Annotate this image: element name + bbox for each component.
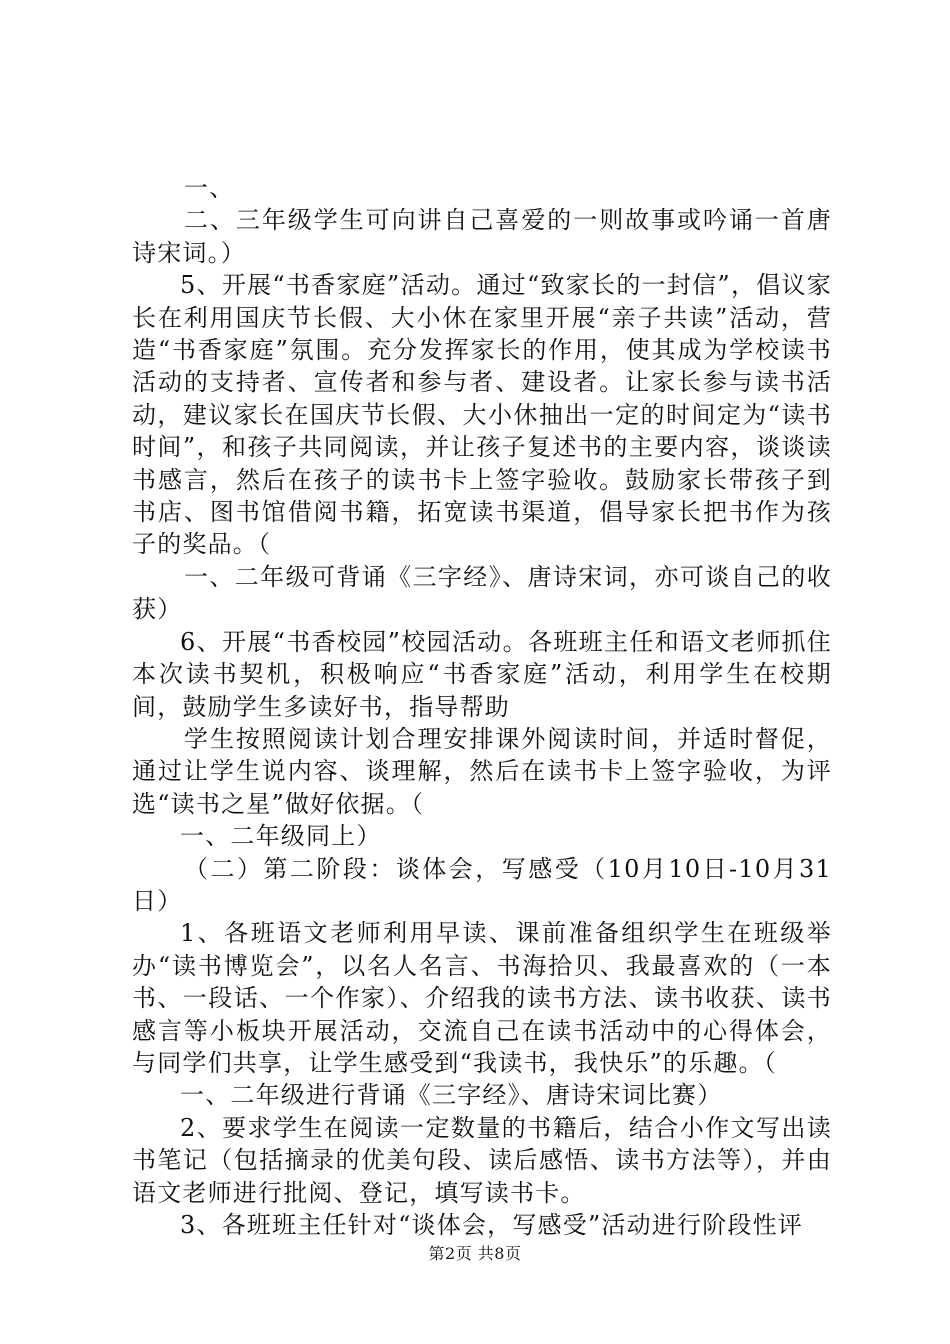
page-number: 第2页 共8页 — [428, 1244, 522, 1263]
paragraph-1: 一、 — [184, 174, 235, 202]
paragraph-7: 一、二年级同上） — [180, 822, 382, 851]
paragraph-10: 一、二年级进行背诵《三字经》、唐诗宋词比赛） — [180, 1081, 723, 1110]
paragraph-2: 二、三年级学生可向讲自己喜爱的一则故事或吟诵一首唐诗宋词。） — [132, 206, 832, 267]
paragraph-5: 6、开展“书香校园”校园活动。各班班主任和语文老师抓住本次读书契机，积极响应“书香家庭”活动，利用学生在校期间，鼓励学生多读好书，指导帮助 — [132, 627, 832, 721]
paragraph-9: 1、各班语文老师利用早读、课前准备组织学生在班级举办“读书博览会”，以名人名言、书海拾贝、我最喜欢的（一本书、一段话、一个作家）、介绍我的读书方法、读书收获、读书感言等小板块开展活动，交流自己在读书活动中的心得体会，与同学们共享，让学生感受到“我读书，我快乐”的乐趣。（ — [132, 919, 832, 1077]
page-footer — [0, 1244, 950, 1264]
paragraph-12: 3、各班班主任针对“谈体会，写感受”活动进行阶段性评 — [180, 1211, 804, 1239]
paragraph-6: 学生按照阅读计划合理安排课外阅读时间，并适时督促，通过让学生说内容、谈理解，然后在读书卡上签字验收，为评选“读书之星”做好依据。（ — [132, 724, 832, 818]
document-body — [132, 172, 832, 1241]
paragraph-3: 5、开展“书香家庭”活动。通过“致家长的一封信”，倡议家长在利用国庆节长假、大小休在家里开展“亲子共读”活动，营造“书香家庭”氛围。充分发挥家长的作用，使其成为学校读书活动的支持者、宣传者和参与者、建设者。让家长参与读书活动，建议家长在国庆节长假、大小休抽出一定的时间定为“读书时间”，和孩子共同阅读，并让孩子复述书的主要内容，谈谈读书感言，然后在孩子的读书卡上签字验收。鼓励家长带孩子到书店、图书馆借阅书籍，拓宽读书渠道，倡导家长把书作为孩子的奖品。（ — [132, 271, 832, 559]
paragraph-11: 2、要求学生在阅读一定数量的书籍后，结合小作文写出读书笔记（包括摘录的优美句段、读后感悟、读书方法等），并由语文老师进行批阅、登记，填写读书卡。 — [132, 1113, 832, 1207]
paragraph-4: 一、二年级可背诵《三字经》、唐诗宋词，亦可谈自己的收获） — [132, 562, 832, 624]
section-heading-stage-two: （二）第二阶段：谈体会，写感受（10月10日-10月31日） — [132, 854, 832, 915]
